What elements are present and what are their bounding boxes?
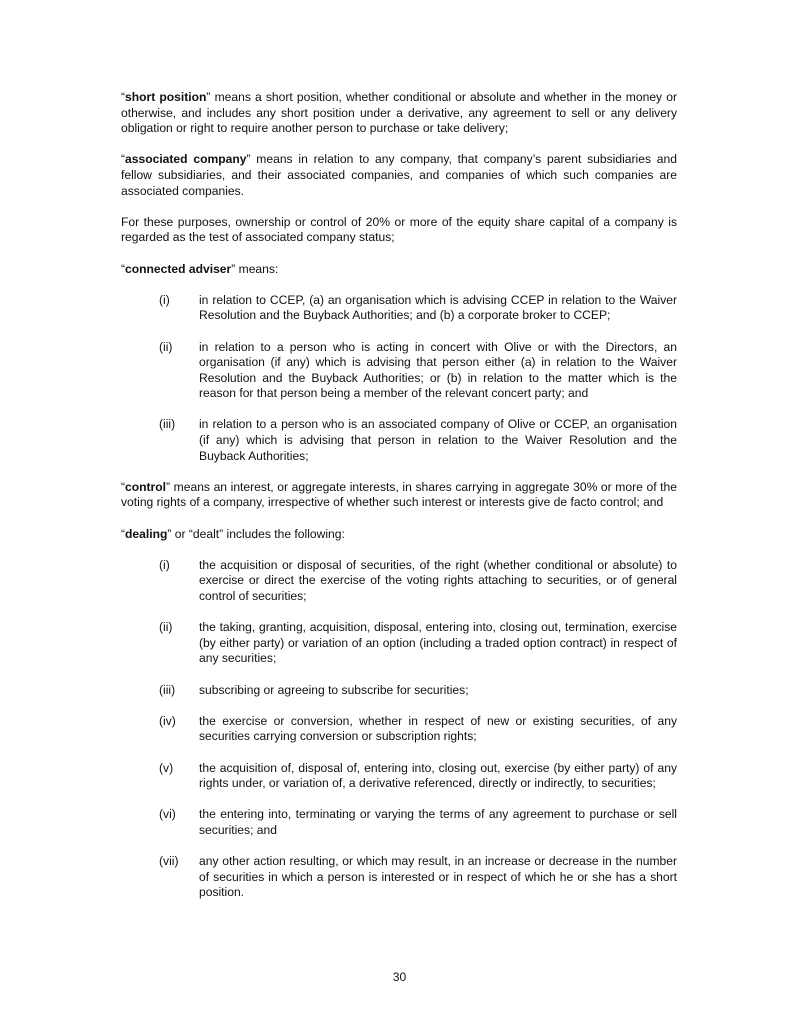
definition-short-position [121,90,677,137]
term-control: control [125,479,167,494]
document-body [121,90,677,901]
definition-text: means an interest, or aggregate interests, in shares carrying in aggregate 30% or more of the voting rights of a company, irrespective of whether such interest or interests give de facto control; and [121,479,677,510]
open-quote: “ [121,152,126,167]
close-quote: ” [246,152,251,167]
term-connected-adviser: connected adviser [125,261,232,276]
list-item-number: (iii) [159,417,176,432]
list-item-number: (vi) [159,807,176,822]
close-quote: ” [166,479,171,494]
list-item-text: the taking, granting, acquisition, disposal, entering into, closing out, termination, exercise (by either party) or variation of an option (including a traded option contract) in respect of any securities; [199,620,677,666]
close-quote: ” [231,261,236,276]
close-quote: ” [206,90,211,104]
list-item-number: (iv) [159,713,176,728]
list-item-number: (v) [159,760,174,775]
list-item [121,807,677,838]
definition-text: means: [235,261,279,276]
open-quote: “ [121,479,126,494]
list-item-text: the exercise or conversion, whether in respect of new or existing securities, of any securities carrying conversion or subscription rights; [199,713,677,744]
list-item [121,761,677,792]
definition-connected-adviser [121,262,677,278]
list-item [121,714,677,745]
ownership-paragraph: For these purposes, ownership or control of 20% or more of the equity share capital of a company is regarded as the test of associated company status; [121,214,677,245]
open-quote: “ [121,526,126,541]
list-item [121,683,677,699]
list-item [121,620,677,667]
list-item [121,340,677,402]
definition-associated-company [121,152,677,199]
list-item-text: in relation to CCEP, (a) an organisation which is advising CCEP in relation to the Waiver Resolution and the Buyback Authorities; and (b) a corporate broker to CCEP; [199,292,677,323]
list-item-number: (ii) [159,339,173,354]
list-item-text: subscribing or agreeing to subscribe for securities; [199,682,469,697]
definition-dealing [121,527,677,543]
list-item [121,558,677,605]
list-item-text: any other action resulting, or which may result, in an increase or decrease in the number of securities in which a person is interested or in respect of which he or she has a short position. [199,854,677,900]
list-item [121,293,677,324]
list-item-number: (i) [159,557,170,572]
close-quote: ” [167,526,172,541]
list-item-text: the entering into, terminating or varying the terms of any agreement to purchase or sell securities; and [199,807,677,837]
definition-text: means a short position, whether conditional or absolute and whether in the money or otherwise, and includes any short position under a derivative, any agreement to sell or any delivery obligation or right to require another person to purchase or take delivery; [121,90,677,136]
list-item-text: in relation to a person who is an associated company of Olive or CCEP, an organisation (if any) which is advising that person in relation to the Waiver Resolution and the Buyback Authorities; [199,417,677,463]
list-item [121,854,677,901]
list-item-number: (i) [159,292,170,307]
definition-text: means in relation to any company, that company’s parent subsidiaries and fellow subsidiaries, and their associated companies, and companies of which such companies are associated companies. [121,152,677,198]
term-associated-company: associated company [125,152,247,167]
definition-control [121,480,677,511]
list-item-text: in relation to a person who is acting in concert with Olive or with the Directors, an organisation (if any) which is advising that person either (a) in relation to the Waiver Resolution and the Buyback Authorities; or (b) in relation to the matter which is the reason for that person being a member of the relevant concert party; and [199,339,677,401]
list-item [121,417,677,464]
open-quote: “ [121,261,126,276]
list-item-number: (vii) [159,854,179,869]
list-item-number: (iii) [159,682,176,697]
open-quote: “ [121,90,126,104]
page-number: 30 [392,970,407,984]
definition-text: or “dealt” includes the following: [171,526,345,541]
term-dealing: dealing [125,526,168,541]
list-item-text: the acquisition of, disposal of, entering into, closing out, exercise (by either party) of any rights under, or variation of, a derivative referenced, directly or indirectly, to securities; [199,760,677,791]
list-item-number: (ii) [159,620,173,635]
list-item-text: the acquisition or disposal of securities, of the right (whether conditional or absolute) to exercise or direct the exercise of the voting rights attaching to securities, or of general control of securities; [199,557,677,603]
term-short-position: short position [125,90,207,104]
